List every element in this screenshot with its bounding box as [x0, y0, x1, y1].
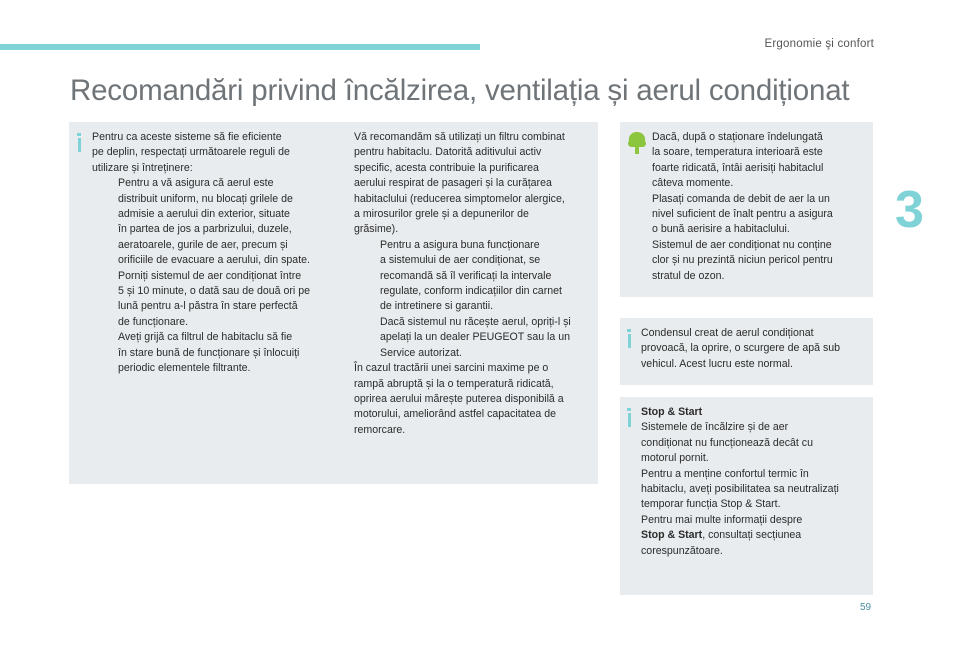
paragraph-line: oprirea aerului mărește puterea disponibilă a	[354, 392, 564, 405]
list-line: Aveți grijă ca filtrul de habitaclu să fie	[118, 331, 293, 344]
paragraph-line: o bună aerisire a habitaclului.	[652, 223, 790, 236]
paragraph-line: Dacă, după o staționare îndelungată	[652, 131, 823, 143]
list-line: Dacă sistemul nu răcește aerul, opriți-l și	[380, 315, 571, 328]
list-line: orificiile de evacuare a aerului, din spate.	[118, 254, 310, 267]
stop-start-text	[641, 405, 873, 559]
paragraph-line: grăsime).	[354, 223, 399, 236]
page-number: 59	[860, 602, 872, 613]
paragraph-line: stratul de ozon.	[652, 269, 725, 282]
paragraph-line: Sistemul de aer condiționat nu conține	[652, 238, 832, 251]
intro-line: Pentru ca aceste sisteme să fie eficiente	[92, 131, 282, 143]
list-line: a sistemului de aer condiționat, se	[380, 254, 541, 267]
list-line: de intretinere si garantii.	[380, 300, 494, 313]
paragraph-line: habitaclu, aveți posibilitatea sa neutralizați	[641, 483, 839, 496]
section-title: Ergonomie şi confort	[764, 38, 874, 50]
list-line: periodic elementele filtrante.	[118, 362, 251, 375]
paragraph-line	[641, 528, 873, 543]
list-line: Porniți sistemul de aer condiționat între	[118, 269, 302, 282]
paragraph-line: nivel suficient de înalt pentru a asigura	[652, 208, 833, 221]
list-item	[92, 330, 342, 376]
stop-start-heading: Stop & Start	[641, 406, 703, 418]
list-line: apelați la un dealer PEUGEOT sau la un	[380, 331, 571, 344]
paragraph-line: rampă abruptă și la o temperatură ridicată,	[354, 377, 554, 390]
list-line: regulate, conform indicațiilor din carnet	[380, 285, 562, 298]
list-item	[354, 238, 598, 315]
paragraph-line: Vă recomandăm să utilizați un filtru combinat	[354, 131, 565, 143]
list-line: distribuit uniform, nu blocați grilele de	[118, 192, 293, 205]
paragraph-fragment: , consultați secțiunea	[702, 529, 802, 542]
paragraph-line: specific, acesta contribuie la purificarea	[354, 161, 539, 174]
paragraph-line: provoacă, la oprire, o scurgere de apă sub	[641, 342, 841, 355]
intro-line: pe deplin, respectați următoarele reguli de	[92, 146, 290, 159]
paragraph-line: câteva momente.	[652, 177, 734, 190]
eco-tree-icon	[626, 131, 648, 155]
paragraph-line: În cazul tractării unei sarcini maxime pe o	[354, 362, 549, 375]
list-item	[354, 315, 598, 361]
paragraph-line: condiționat nu funcționează decât cu	[641, 436, 813, 449]
condensation-text	[641, 326, 873, 372]
list-item	[92, 176, 342, 268]
intro-line: utilizare și întreținere:	[92, 161, 193, 174]
info-icon	[78, 138, 81, 152]
eco-tip-text	[652, 130, 872, 284]
paragraph-line: temporar funcția Stop & Start.	[641, 498, 781, 511]
list-line: în partea de jos a parbrizului, duzele,	[118, 223, 292, 236]
main-col-1	[92, 130, 342, 377]
paragraph-line: Pentru mai multe informații despre	[641, 513, 803, 526]
header-accent-bar	[0, 44, 480, 50]
paragraph-line: aerului respirat de pasageri și la curățarea	[354, 177, 552, 190]
paragraph-line: vehicul. Acest lucru este normal.	[641, 357, 793, 370]
list-line: 5 și 10 minute, o dată sau de două ori pe	[118, 285, 310, 298]
list-line: Service autorizat.	[380, 346, 462, 359]
info-icon	[628, 334, 631, 348]
page-title: Recomandări privind încălzirea, ventilația și aerul condiționat	[70, 74, 850, 107]
main-col-2	[354, 130, 598, 438]
paragraph-line: Condensul creat de aerul condiționat	[641, 327, 814, 339]
list-line: admisie a aerului din exterior, situate	[118, 208, 290, 221]
list-line: de funcționare.	[118, 315, 189, 328]
list-line: recomandă să îl verificați la intervale	[380, 269, 552, 282]
paragraph-line: la soare, temperatura interioară este	[652, 146, 823, 159]
info-icon	[628, 413, 631, 427]
paragraph-line: motorul pornit.	[641, 452, 709, 465]
paragraph-line: Pentru a menține confortul termic în	[641, 467, 809, 480]
list-line: aeratoarele, gurile de aer, precum și	[118, 238, 288, 251]
list-line: Pentru a vă asigura că aerul este	[118, 177, 274, 190]
chapter-number: 3	[895, 181, 924, 239]
list-line: în stare bună de funcționare și înlocuiți	[118, 346, 300, 359]
paragraph-line: Plasați comanda de debit de aer la un	[652, 192, 830, 205]
paragraph-line: habitaclului (reducerea simptomelor alergice,	[354, 192, 565, 205]
list-line: Pentru a asigura buna funcționare	[380, 238, 540, 251]
paragraph-line: Sistemele de încălzire și de aer	[641, 421, 789, 434]
paragraph-line: motorului, ameliorând astfel capacitatea de	[354, 408, 556, 421]
paragraph-line: a mirosurilor grele și a depunerilor de	[354, 208, 529, 221]
paragraph-line: pentru habitaclu. Datorită aditivului activ	[354, 146, 542, 159]
paragraph-line: corespunzătoare.	[641, 544, 723, 557]
paragraph-line: remorcare.	[354, 423, 406, 436]
list-item	[92, 269, 342, 331]
paragraph-line: foarte ridicată, întâi aerisiți habitaclul	[652, 161, 824, 174]
paragraph-line: clor și nu prezintă niciun pericol pentru	[652, 254, 833, 267]
stop-start-reference: Stop & Start	[641, 529, 703, 542]
list-line: lună pentru a-l păstra în stare perfectă	[118, 300, 298, 313]
